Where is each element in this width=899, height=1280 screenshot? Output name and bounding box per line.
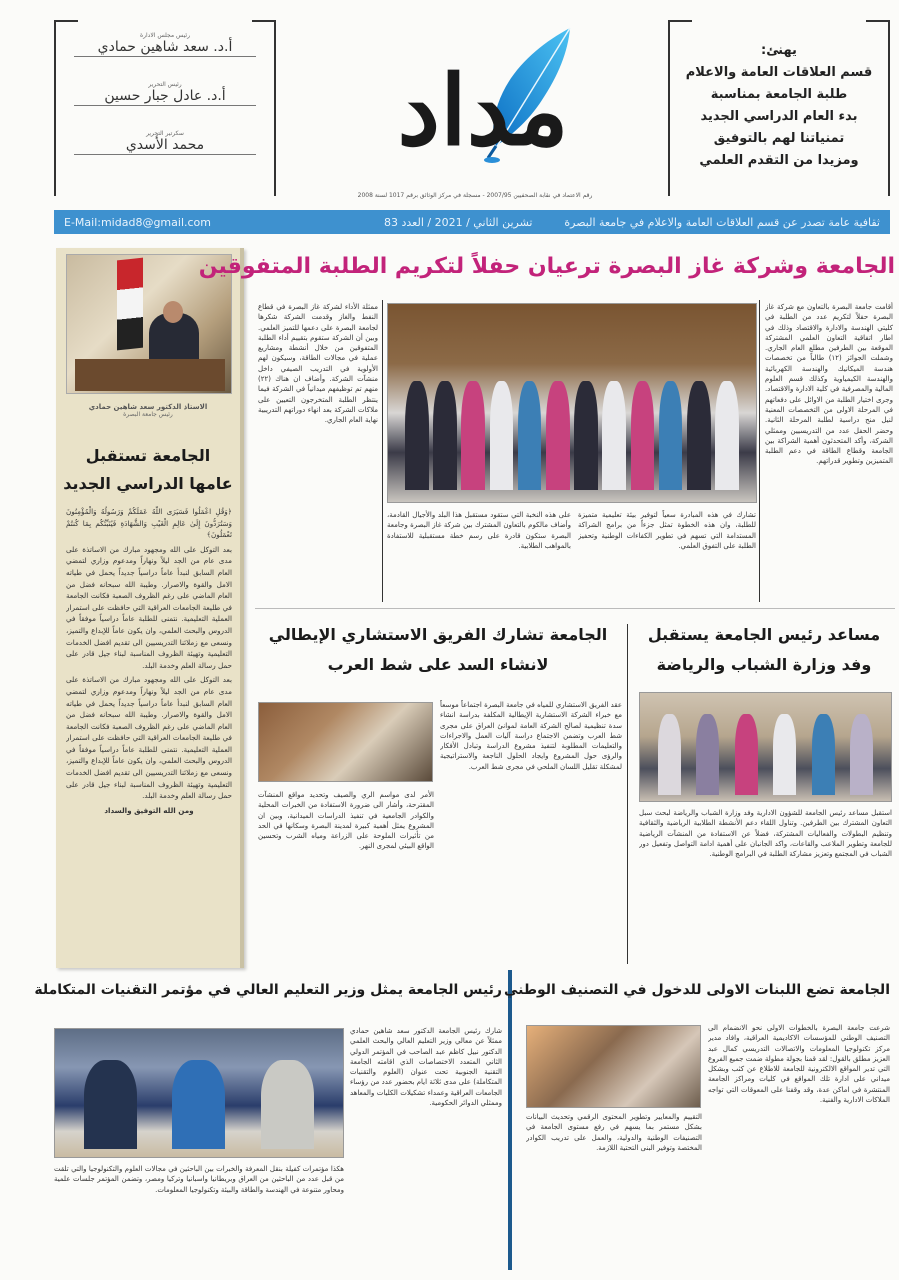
- sports-body: استقبل مساعد رئيس الجامعة للشؤون الادارية وفد وزارة الشباب والرياضة لبحث سبل التعاون المشترك بين الطرفين. وتناول اللقاء دعم الأنشطة الطلابية الرياضية والثقافية وتنظيم البطولات والفعاليات المشتركة، فضلاً عن الاستفادة من المنشآت الرياضية للجامعة وتطوير الملاعب والقاعات، واكد الجانبان على أهمية ادامة التواصل وتفعيل دور الشباب في المجتمع وتعزيز مشاركة الطلبة في البرامج الوطنية.: [639, 809, 892, 859]
- sports-delegation-photo: [639, 692, 892, 802]
- conference-body-bottom: هكذا مؤتمرات كفيلة بنقل المعرفة والخبرات بين الباحثين في مجالات العلوم والتكنولوجيا والتي تلقت من قبل عدد من الباحثين من العراق وبريطانيا واسبانيا وتركيا ومصر، وتضمن المؤتمر جلسات علمية ومحاور متنوعة في الهندسة والطاقة والبيئة وتكنولوجيا المعلومات.: [54, 1165, 344, 1194]
- lead-col-left: ممثلة الأداء لشركة غاز البصرة في قطاع النفط والغاز وقدمت الشركة شكرها لجامعة البصرة على دعمها للتميز العلمي. وبين أن الشركة ستقوم بتقييم أداء الطلبة المتفوقين من خلال أنشطة ومشاريع عملية في مجالات الطاقة، وسيكون لهم الأولوية في التدريب الصيفي داخل منشآت الشركة. وأضاف ان هناك (٢٢) منهم تم توظيفهم ميدانياً في الشركة فيما ينتظر الطلبة المتخرجون التعيين على ملاكات الشركة بعد انهاء دوراتهم التدريبية نهاية العام الجاري.: [258, 303, 378, 425]
- lead-photo-col-left: على هذه النخبة التي ستقود مستقبل هذا البلد والأجيال القادمة، وأضاف مالكوم بالتعاون المشترك بين شركة غاز البصرة وجامعة البصرة ستكون قادرة على رسم خطة مستقبلية للاستفادة بالمواهب الطلابية.: [387, 511, 571, 550]
- greeting-line: ومزيدا من التقدم العلمي: [699, 153, 859, 168]
- greeting-line: تمنياتنا لهم بالتوفيق: [713, 131, 845, 146]
- sports-headline: مساعد رئيس الجامعة يستقبل وفد وزارة الشباب والرياضة: [647, 625, 881, 674]
- banner-issue-date: تشرين الثاني / 2021 / العدد 83: [384, 215, 533, 229]
- greeting-line: قسم العلاقات العامة والاعلام: [685, 65, 873, 80]
- greeting-box: [668, 20, 890, 196]
- photo-caption-name: الاستاذ الدكتور سعد شاهين حمادي: [88, 403, 208, 411]
- greeting-line: طلبة الجامعة بمناسبة: [710, 87, 848, 102]
- license-line: رقم الاعتماد في نقابة الصحفيين 2007/95 - مسجلة في مركز الوثائق برقم 1017 لسنة 2008: [357, 192, 593, 199]
- column-divider: [382, 300, 383, 602]
- greeting-line: يهنئ:: [761, 43, 797, 58]
- sidebar-headline: الجامعة تستقبل عامها الدراسي الجديد: [63, 446, 233, 493]
- masthead-title: مداد: [397, 54, 569, 167]
- sidebar-body: [66, 506, 232, 956]
- dam-meeting-photo: [258, 702, 433, 782]
- sidebar-article-text: بعد التوكل على الله ومجهود مبارك من الاساتذة على مدى عام من الجد ليلاً ونهاراً ومدعوم وزاري لتمضي العام السابق لنبدأ عاماً دراسياً جديداً يحمل في طياته الامل والقوة والاصرار. وطيبة الله سبحانه فضل من العام الماضي على رغم الظروف الصعبة فكانت الجامعة في طليعة الجامعات العراقية التي حافظت على استمرار العملية التعليمية. نتمنى للطلبة عاماً دراسياً موفقاً في الدروس والبحث العلمي، وان يكون عاماً للإبداع والتميز، ونسعى مع زملائنا التدريسيين الى تقديم افضل الخدمات التعليمية وتهيئة الظروف المناسبة لبناء جيل قادر على حمل رسالة العلم وخدمة البلد.: [66, 544, 232, 670]
- president-column: [56, 248, 244, 968]
- dam-body-right: عقد الفريق الاستشاري للمياه في جامعة البصرة اجتماعاً موسعاً مع خبراء الشركة الاستشارية الإيطالية المكلفة بدراسة انشاء سدة تنظيمية لصالح الشركة العامة لموانئ العراق على مجرى شط العرب وتضمن الاجتماع دراسة آليات العمل والاجراءات والتعليمات المطلوبة لتنفيذ مشروع الدراسة وتبادل الأفكار والرؤى حول المشروع وايجاد الحلول الناجعة والاستراتيجية لمشكلة تقليل اللسان الملحي في مجرى شط العرب.: [440, 701, 622, 771]
- editorial-staff-box: [54, 20, 276, 196]
- column-divider: [627, 624, 628, 964]
- staff-role-chairman: رئيس مجلس الادارة: [139, 32, 191, 39]
- ranking-headline: الجامعة تضع اللبنات الاولى للدخول في التصنيف الوطني: [503, 982, 890, 998]
- ranking-body-bottom: التقييم والمعايير وتطوير المحتوى الرقمي وتحديث البيانات بشكل مستمر بما يسهم في رفع مستوى الجامعة في التصنيفات الوطنية والدولية، والعمل على تدريب الكوادر المختصة وتوفير البنى التحتية اللازمة.: [526, 1113, 702, 1152]
- lead-headline: الجامعة وشركة غاز البصرة ترعيان حفلاً لتكريم الطلبة المتفوقين: [198, 254, 895, 279]
- column-divider: [759, 300, 760, 602]
- staff-role-editor-in-chief: رئيس التحرير: [148, 81, 182, 88]
- sidebar-closing: ومن الله التوفيق والسداد: [104, 805, 194, 815]
- greeting-line: بدء العام الدراسي الجديد: [700, 109, 858, 124]
- conference-photo: [54, 1028, 344, 1158]
- dam-body-left: الأمر لدى مواسم الري والصيف وتحديد مواقع المنشآت المقترحة، وأشار الى ضرورة الاستفادة من الخبرات المحلية والكوادر الجامعية في تنفيذ الدراسات الميدانية، وبين ان المشروع يمثل أهمية كبيرة لمدينة البصرة وسكانها في الحد من تأثيرات الملوحة على الزراعة ومياه الشرب وتحسين الواقع البيئي لمجرى النهر.: [258, 791, 434, 851]
- staff-name-secretary: محمد الأسدي: [74, 137, 256, 155]
- photo-caption: [56, 403, 240, 418]
- staff-role-secretary: سكرتير التحرير: [146, 130, 184, 137]
- iraq-flag: [117, 258, 143, 351]
- info-banner: [54, 210, 890, 234]
- sidebar-quote: ﴿وَقُلِ اعْمَلُوا فَسَيَرَى اللَّهُ عَمَلَكُمْ وَرَسُولُهُ وَالْمُؤْمِنُونَ وَسَتُرَدُّونَ إِلَىٰ عَالِمِ الْغَيْبِ وَالشَّهَادَةِ فَيُنَبِّئُكُم بِمَا كُنتُمْ تَعْمَلُونَ﴾: [66, 507, 232, 540]
- banner-description: ثقافية عامة تصدر عن قسم العلاقات العامة والاعلام في جامعة البصرة: [564, 215, 880, 229]
- ranking-office-photo: [526, 1025, 701, 1108]
- conference-body-right: شارك رئيس الجامعة الدكتور سعد شاهين حمادي ممثلاً عن معالي وزير التعليم العالي والبحث العلمي الدكتور نبيل كاظم عبد الصاحب في المؤتمر الدولي الثاني المتعدد الاختصاصات الذي اقامته الجامعة التقنية الجنوبية تحت عنوان (العلوم والتقنيات المتكاملة) على مدى ثلاثة ايام بحضور عدد من رؤساء الجامعات العراقية وعمداء تشكيلات الكليات والمعاهد وممثلي الدوائر الحكومية.: [350, 1027, 502, 1108]
- masthead-logo: [320, 30, 630, 180]
- lead-group-photo: [387, 303, 757, 503]
- sidebar-article-text: بعد التوكل على الله ومجهود مبارك من الاساتذة على مدى عام من الجد ليلاً ونهاراً ومدعوم وزاري لتمضي العام السابق لنبدأ عاماً دراسياً جديداً يحمل في طياته الامل والقوة والاصرار. وطيبة الله سبحانه فضل من العام الماضي على رغم الظروف الصعبة فكانت الجامعة في طليعة الجامعات العراقية التي حافظت على استمرار العملية التعليمية. نتمنى للطلبة عاماً دراسياً موفقاً في الدروس والبحث العلمي، وان يكون عاماً للإبداع والتميز، ونسعى مع زملائنا التدريسيين الى تقديم افضل الخدمات التعليمية وتهيئة الظروف المناسبة لبناء جيل قادر على حمل رسالة العلم وخدمة البلد.: [66, 675, 232, 801]
- photo-caption-title: رئيس جامعة البصرة: [123, 411, 173, 418]
- lead-photo-col-right: تشارك في هذه المبادرة سعياً لتوفير بيئة تعليمية متميزة للطلبة، وان هذه الخطوة تمثل جزءاً من برامج الشراكة المستدامة التي تسهم في تطوير الكفاءات الوطنية وتحفيز الطلبة على التفوق العلمي.: [578, 511, 756, 550]
- conference-headline: رئيس الجامعة يمثل وزير التعليم العالي في مؤتمر التقنيات المتكاملة: [34, 982, 502, 998]
- dam-headline: الجامعة تشارك الفريق الاستشاري الإيطالي لانشاء السد على شط العرب: [268, 625, 608, 674]
- ranking-body-right: شرعت جامعة البصرة بالخطوات الاولى نحو الانضمام الى التصنيف الوطني للمؤسسات الاكاديمية العراقية، وافاد مدير مركز تكنولوجيا المعلومات والاتصالات التدريسي كمال عبد العزيز مطلق بالقول: لقد قمنا بجولة مطولة ضمت جميع الفروع التي تدير المواقع الالكترونية للجامعة للاطلاع عن كثب وبشكل ميداني على ادارة تلك المواقع في كليات ومراكز الجامعة المنتشرة في اماكن عدة، وقد وقفنا على المعوقات التي تواجه الملاكات الادارية والفنية.: [708, 1024, 890, 1105]
- staff-name-chairman: أ.د. سعد شاهين حمادي: [74, 39, 256, 57]
- lead-col-right: أقامت جامعة البصرة بالتعاون مع شركة غاز البصرة حفلاً لتكريم عدد من الطلبة في كليتي الهندسة والادارة والاقتصاد وذلك في اطار اتفاقية التعاون العلمي المشتركة الموقعة بين الطرفين مطلع العام الجاري. وشملت الجوائز (١٢) طالباً من تخصصات هندسة الميكانيك والهندسة الكهربائية والهندسة الكيمياوية وكذلك قسم العلوم المالية والمصرفية في كلية الادارة والاقتصاد. وجرى اختيار الطلبة من الاوائل على دفعاتهم في المرحلة الاولى من التخصصات المعنية لنيل منح دراسية لطلبة المرحلة الثانية. وحضر الحفل عدد من التدريسيين وممثلي الشركة، وأكد المتحدثون أهمية الشراكة بين الجامعة وقطاع الطاقة في دعم الطلبة المتميزين وتطوير قدراتهم.: [765, 303, 893, 466]
- column-divider-blue: [508, 970, 512, 1270]
- section-divider: [255, 608, 895, 609]
- banner-email: E-Mail:midad8@gmail.com: [64, 215, 211, 229]
- staff-name-editor-in-chief: أ.د. عادل جبار حسين: [74, 88, 256, 106]
